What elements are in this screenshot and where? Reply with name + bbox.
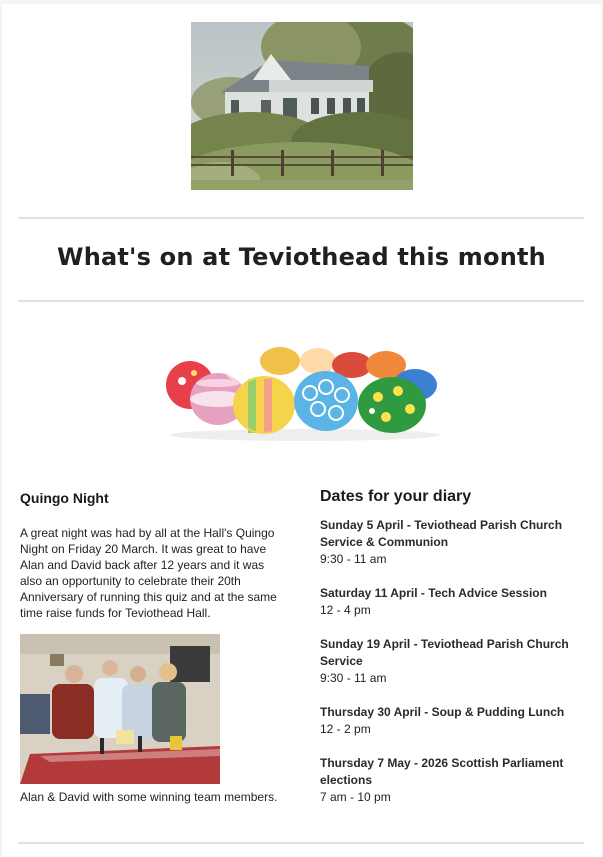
diary-event [320, 755, 580, 806]
diary-event [320, 517, 580, 568]
divider [18, 217, 584, 219]
event-title: Sunday 19 April - Teviothead Parish Church Service [320, 637, 569, 668]
divider [18, 842, 584, 844]
diary-heading: Dates for your diary [320, 488, 472, 505]
diary-event [320, 704, 580, 738]
photo-caption: Alan & David with some winning team members. [20, 790, 278, 804]
diary-section [320, 487, 580, 823]
easter-eggs-image [160, 343, 450, 443]
event-title: Thursday 30 April - Soup & Pudding Lunch [320, 705, 565, 719]
diary-event [320, 585, 580, 619]
divider [18, 300, 584, 302]
event-title: Thursday 7 May - 2026 Scottish Parliament elections [320, 756, 564, 787]
event-time: 9:30 - 11 am [320, 552, 387, 566]
event-time: 12 - 4 pm [320, 603, 371, 617]
event-title: Sunday 5 April - Teviothead Parish Church Service & Communion [320, 518, 563, 549]
event-title: Saturday 11 April - Tech Advice Session [320, 586, 547, 600]
quingo-photo [20, 634, 220, 784]
quingo-section [20, 489, 285, 621]
event-time: 12 - 2 pm [320, 722, 371, 736]
event-time: 7 am - 10 pm [320, 790, 391, 804]
page-title: What's on at Teviothead this month [57, 243, 546, 271]
diary-event [320, 636, 580, 687]
event-time: 9:30 - 11 am [320, 671, 387, 685]
hall-painting-image [191, 22, 413, 190]
quingo-heading: Quingo Night [20, 490, 109, 506]
quingo-body: A great night was had by all at the Hall's Quingo Night on Friday 20 March. It was great to have Alan and David back after 12 years and it was also an opportunity to celebrate their 20th Anniversary of running this quiz and at the same time raise funds for Teviothead Hall. [20, 526, 277, 620]
